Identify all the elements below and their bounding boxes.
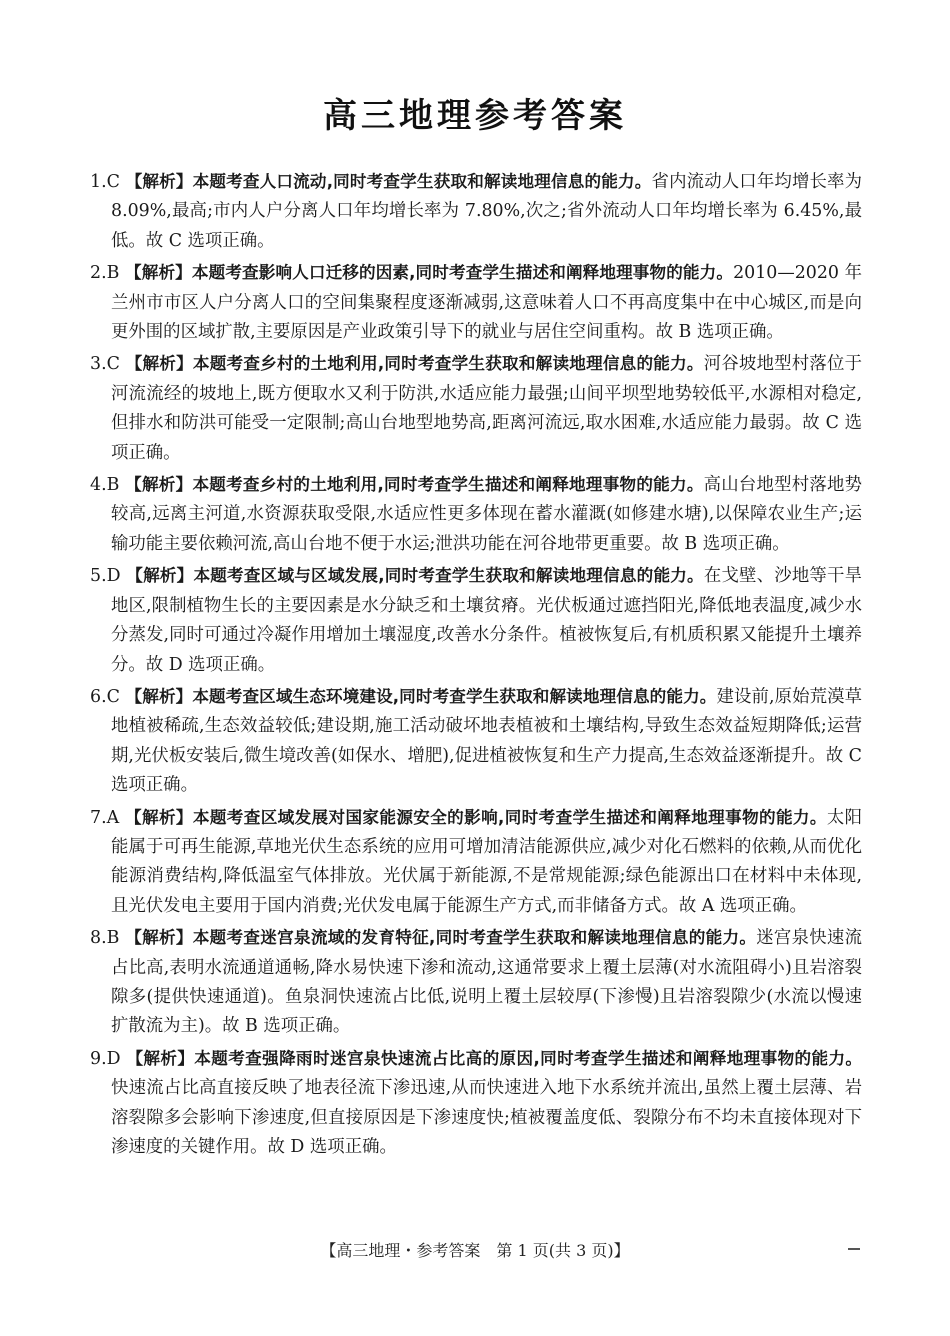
- analysis-text: 省内流动人口年均增长率为 8.09%,最高;市内人户分离人口年均增长率为 7.80%,次之;省外流动人口年均增长率为 6.45%,最低。故 C 选项正确。: [111, 172, 863, 251]
- answer-number: 3.C: [90, 354, 120, 375]
- answer-item-5: [90, 561, 862, 680]
- analysis-tag: 【解析】: [125, 172, 193, 191]
- analysis-text: 快速流占比高直接反映了地表径流下渗迅速,从而快速进入地下水系统并流出,虽然上覆土层薄、岩溶裂隙多会影响下渗速度,但直接原因是下渗速度快;植被覆盖度低、裂隙分布不均未直接体现对下渗速度的关键作用。故 D 选项正确。: [111, 1078, 862, 1157]
- answer-item-9: [90, 1044, 862, 1163]
- answer-number: 7.A: [90, 807, 120, 828]
- analysis-lead: 本题考查影响人口迁移的因素,同时考查学生描述和阐释地理事物的能力。: [191, 263, 734, 283]
- answer-item-8: [90, 923, 862, 1042]
- answer-number: 9.D: [90, 1048, 121, 1069]
- analysis-text: 建设前,原始荒漠草地植被稀疏,生态效益较低;建设期,施工活动破坏地表植被和土壤结构,导致生态效益短期降低;运营期,光伏板安装后,微生境改善(如保水、增肥),促进植被恢复和生产力提高,生态效益逐渐提升。故 C 选项正确。: [111, 686, 863, 796]
- corner-mark: [848, 1248, 860, 1250]
- analysis-lead: 本题考查区域与区域发展,同时考查学生获取和解读地理信息的能力。: [193, 566, 704, 586]
- analysis-lead: 本题考查乡村的土地利用,同时考查学生获取和解读地理信息的能力。: [192, 354, 704, 374]
- analysis-tag: 【解析】: [125, 807, 193, 827]
- analysis-text: 迷宫泉快速流占比高,表明水流通道通畅,降水易快速下渗和流动,这通常要求上覆土层薄(对水流阻碍小)且岩溶裂隙多(提供快速通道)。鱼泉洞快速流占比低,说明上覆土层较厚(下渗慢)且岩溶裂隙少(水流以慢速扩散流为主)。故 B 选项正确。: [111, 928, 862, 1037]
- analysis-text: 2010—2020 年兰州市市区人户分离人口的空间集聚程度逐渐减弱,这意味着人口不再高度集中在中心城区,而是向更外围的区域扩散,主要原因是产业政策引导下的就业与居住空间重构。故 B 选项正确。: [111, 263, 863, 343]
- analysis-text: 河谷坡地型村落位于河流流经的坡地上,既方便取水又利于防洪,水适应能力最强;山间平坝型地势较低平,水源相对稳定,但排水和防洪可能受一定限制;高山台地型地势高,距离河流远,取水困难,水适应能力最弱。故 C 选项正确。: [111, 354, 862, 463]
- analysis-tag: 【解析】: [125, 475, 193, 495]
- analysis-lead: 本题考查区域生态环境建设,同时考查学生获取和解读地理信息的能力。: [192, 686, 717, 706]
- analysis-lead: 本题考查区域发展对国家能源安全的影响,同时考查学生描述和阐释地理事物的能力。: [192, 807, 827, 827]
- analysis-tag: 【解析】: [126, 566, 194, 586]
- answer-item-1: [90, 167, 862, 256]
- answer-number: 6.C: [90, 686, 120, 707]
- answer-number: 2.B: [90, 263, 120, 284]
- analysis-lead: 本题考查强降雨时迷宫泉快速流占比高的原因,同时考查学生描述和阐释地理事物的能力。: [194, 1048, 863, 1068]
- analysis-tag: 【解析】: [125, 354, 193, 374]
- analysis-tag: 【解析】: [126, 1048, 195, 1068]
- analysis-lead: 本题考查人口流动,同时考查学生获取和解读地理信息的能力。: [192, 172, 652, 191]
- page-title: 高三地理参考答案: [323, 96, 627, 136]
- analysis-tag: 【解析】: [125, 928, 193, 948]
- analysis-lead: 本题考查乡村的土地利用,同时考查学生描述和阐释地理事物的能力。: [192, 475, 704, 495]
- answer-item-3: [90, 349, 862, 468]
- answer-number: 8.B: [90, 928, 120, 949]
- analysis-text: 太阳能属于可再生能源,草地光伏生态系统的应用可增加清洁能源供应,减少对化石燃料的依赖,从而优化能源消费结构,降低温室气体排放。光伏属于新能源,不是常规能源;绿色能源出口在材料中未体现,且光伏发电主要用于国内消费;光伏发电属于能源生产方式,而非储备方式。故 A 选项正确。: [111, 807, 862, 916]
- analysis-text: 高山台地型村落地势较高,远离主河道,水资源获取受限,水适应性更多体现在蓄水灌溉(如修建水塘),以保障农业生产;运输功能主要依赖河流,高山台地不便于水运;泄洪功能在河谷地带更重要。故 B 选项正确。: [111, 475, 863, 554]
- answer-item-2: [90, 258, 862, 347]
- page-footer: 【高三地理・参考答案 第 1 页(共 3 页)】: [320, 1241, 630, 1260]
- analysis-lead: 本题考查迷宫泉流域的发育特征,同时考查学生获取和解读地理信息的能力。: [192, 928, 757, 948]
- analysis-text: 在戈壁、沙地等干旱地区,限制植物生长的主要因素是水分缺乏和土壤贫瘠。光伏板通过遮挡阳光,降低地表温度,减少水分蒸发,同时可通过冷凝作用增加土壤湿度,改善水分条件。植被恢复后,有机质积累又能提升土壤养分。故 D 选项正确。: [111, 566, 862, 675]
- answer-item-4: [90, 470, 862, 559]
- analysis-tag: 【解析】: [125, 263, 192, 283]
- answer-item-7: [90, 803, 862, 922]
- answer-item-6: [90, 682, 862, 801]
- answer-number: 5.D: [90, 566, 121, 587]
- answer-number: 1.C: [90, 172, 120, 192]
- analysis-tag: 【解析】: [125, 686, 193, 706]
- answer-list: [90, 167, 862, 1164]
- answer-number: 4.B: [90, 475, 120, 496]
